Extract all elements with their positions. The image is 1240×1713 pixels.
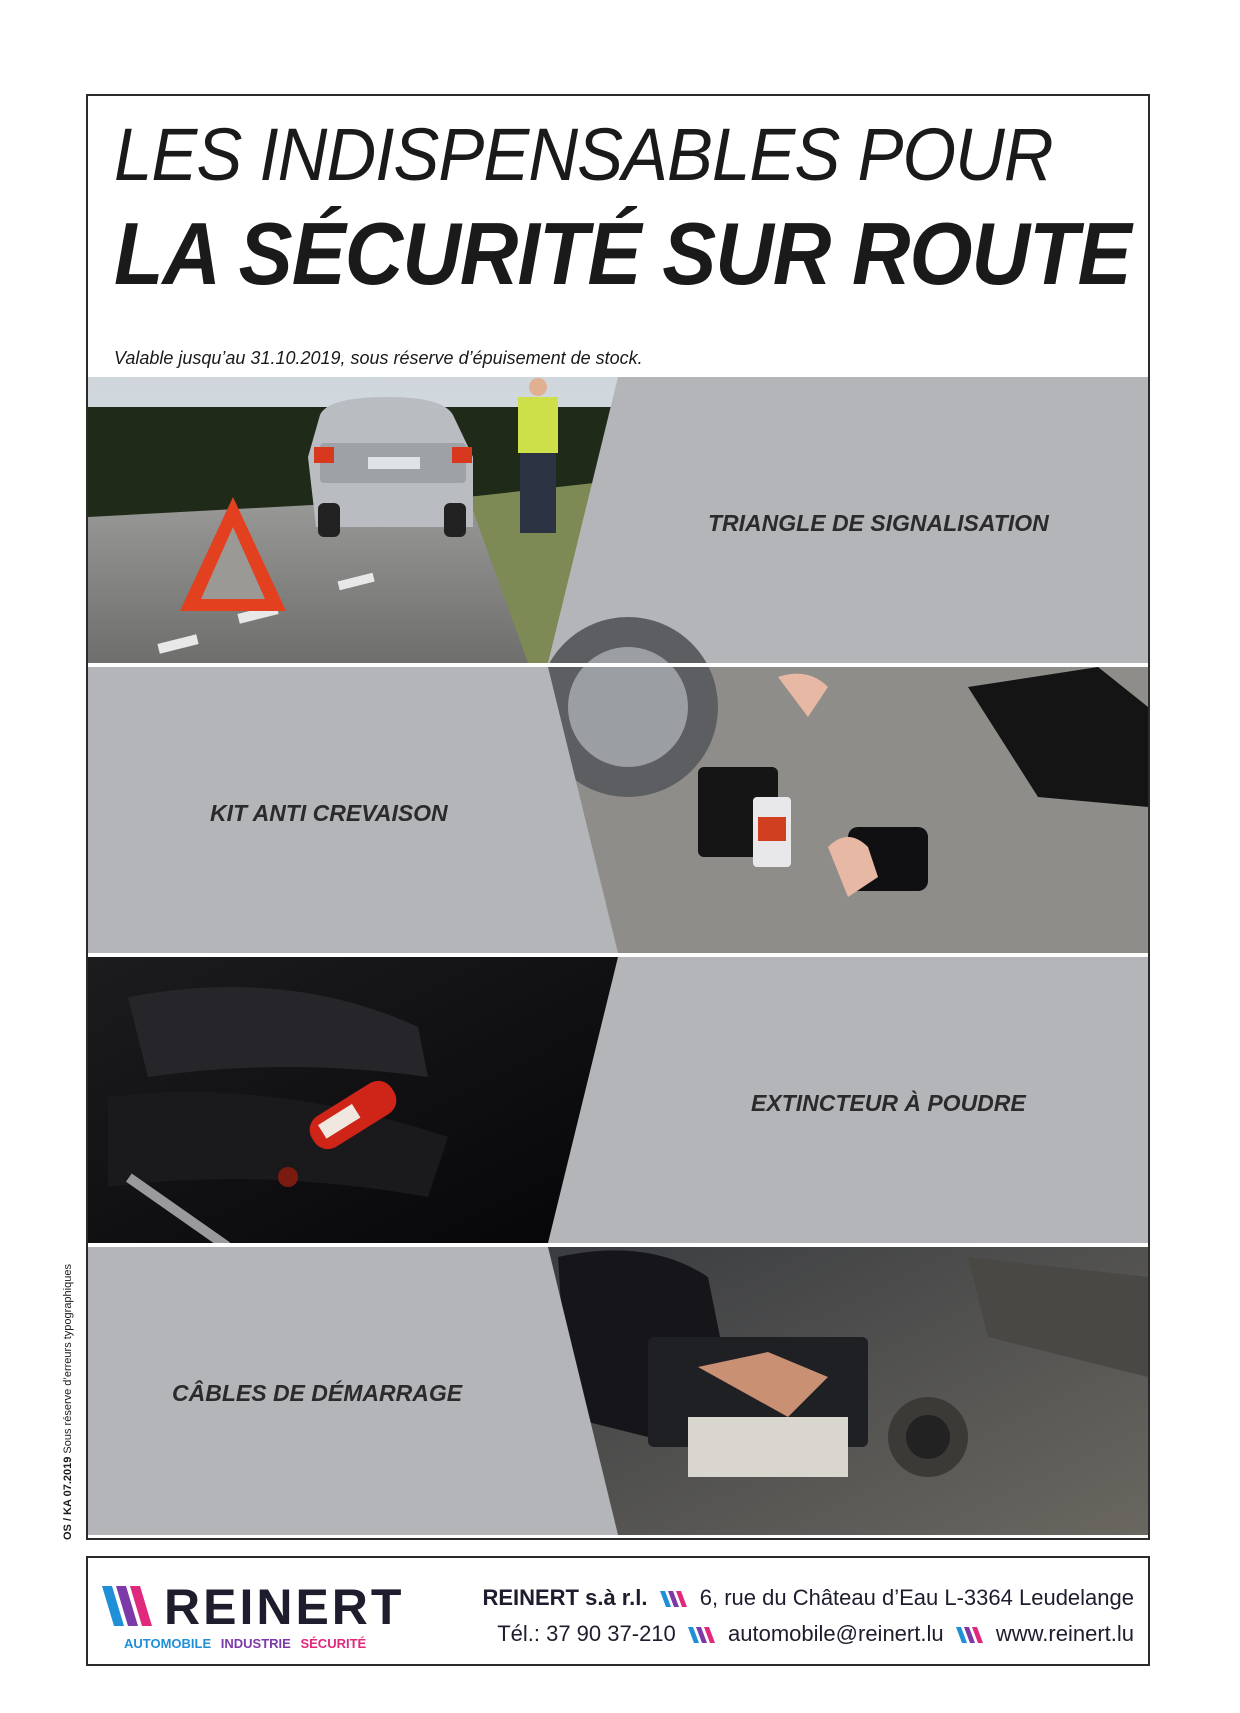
label-puncture-kit: KIT ANTI CREVAISON [210,800,448,826]
typo-disclaimer [62,1264,74,1540]
contact-block [482,1580,1134,1652]
separator-stripes-icon [956,1627,984,1643]
footer-box [86,1556,1150,1666]
disclaimer-text: Sous réserve d’erreurs typographiques [62,1264,74,1454]
row-4-photo [548,1247,1148,1535]
tagline-securite: SÉCURITÉ [300,1636,367,1651]
company-phone: Tél.: 37 90 37-210 [497,1621,676,1646]
label-extinguisher: EXTINCTEUR À POUDRE [751,1090,1026,1116]
reinert-logo [102,1578,405,1658]
label-jumper-cables: CÂBLES DE DÉMARRAGE [172,1380,463,1406]
logo-stripes-icon [102,1586,162,1626]
contact-line-2 [482,1616,1134,1652]
separator-stripes-icon [660,1591,688,1607]
company-email[interactable]: automobile@reinert.lu [728,1621,944,1646]
separator-stripes-icon [688,1627,716,1643]
print-code: OS / KA 07.2019 [62,1456,74,1540]
company-name: REINERT s.à r.l. [482,1585,648,1610]
tagline-automobile: AUTOMOBILE [124,1636,212,1651]
validity-note: Valable jusqu’au 31.10.2019, sous réserve d’épuisement de stock. [114,348,643,368]
panels-graphic [88,377,1148,1535]
product-panels [88,377,1148,1535]
tagline-industrie: INDUSTRIE [220,1636,291,1651]
logo-wordmark: REINERT [164,1579,405,1635]
label-triangle: TRIANGLE DE SIGNALISATION [708,510,1049,536]
title-line-2: LA SÉCURITÉ SUR ROUTE [114,204,1131,303]
company-website[interactable]: www.reinert.lu [995,1621,1134,1646]
contact-line-1 [482,1580,1134,1616]
logo-tagline [124,1636,366,1651]
title-line-1: LES INDISPENSABLES POUR [114,113,1053,196]
row-2-photo [538,617,1148,953]
company-address: 6, rue du Château d’Eau L-3364 Leudelange [699,1585,1134,1610]
